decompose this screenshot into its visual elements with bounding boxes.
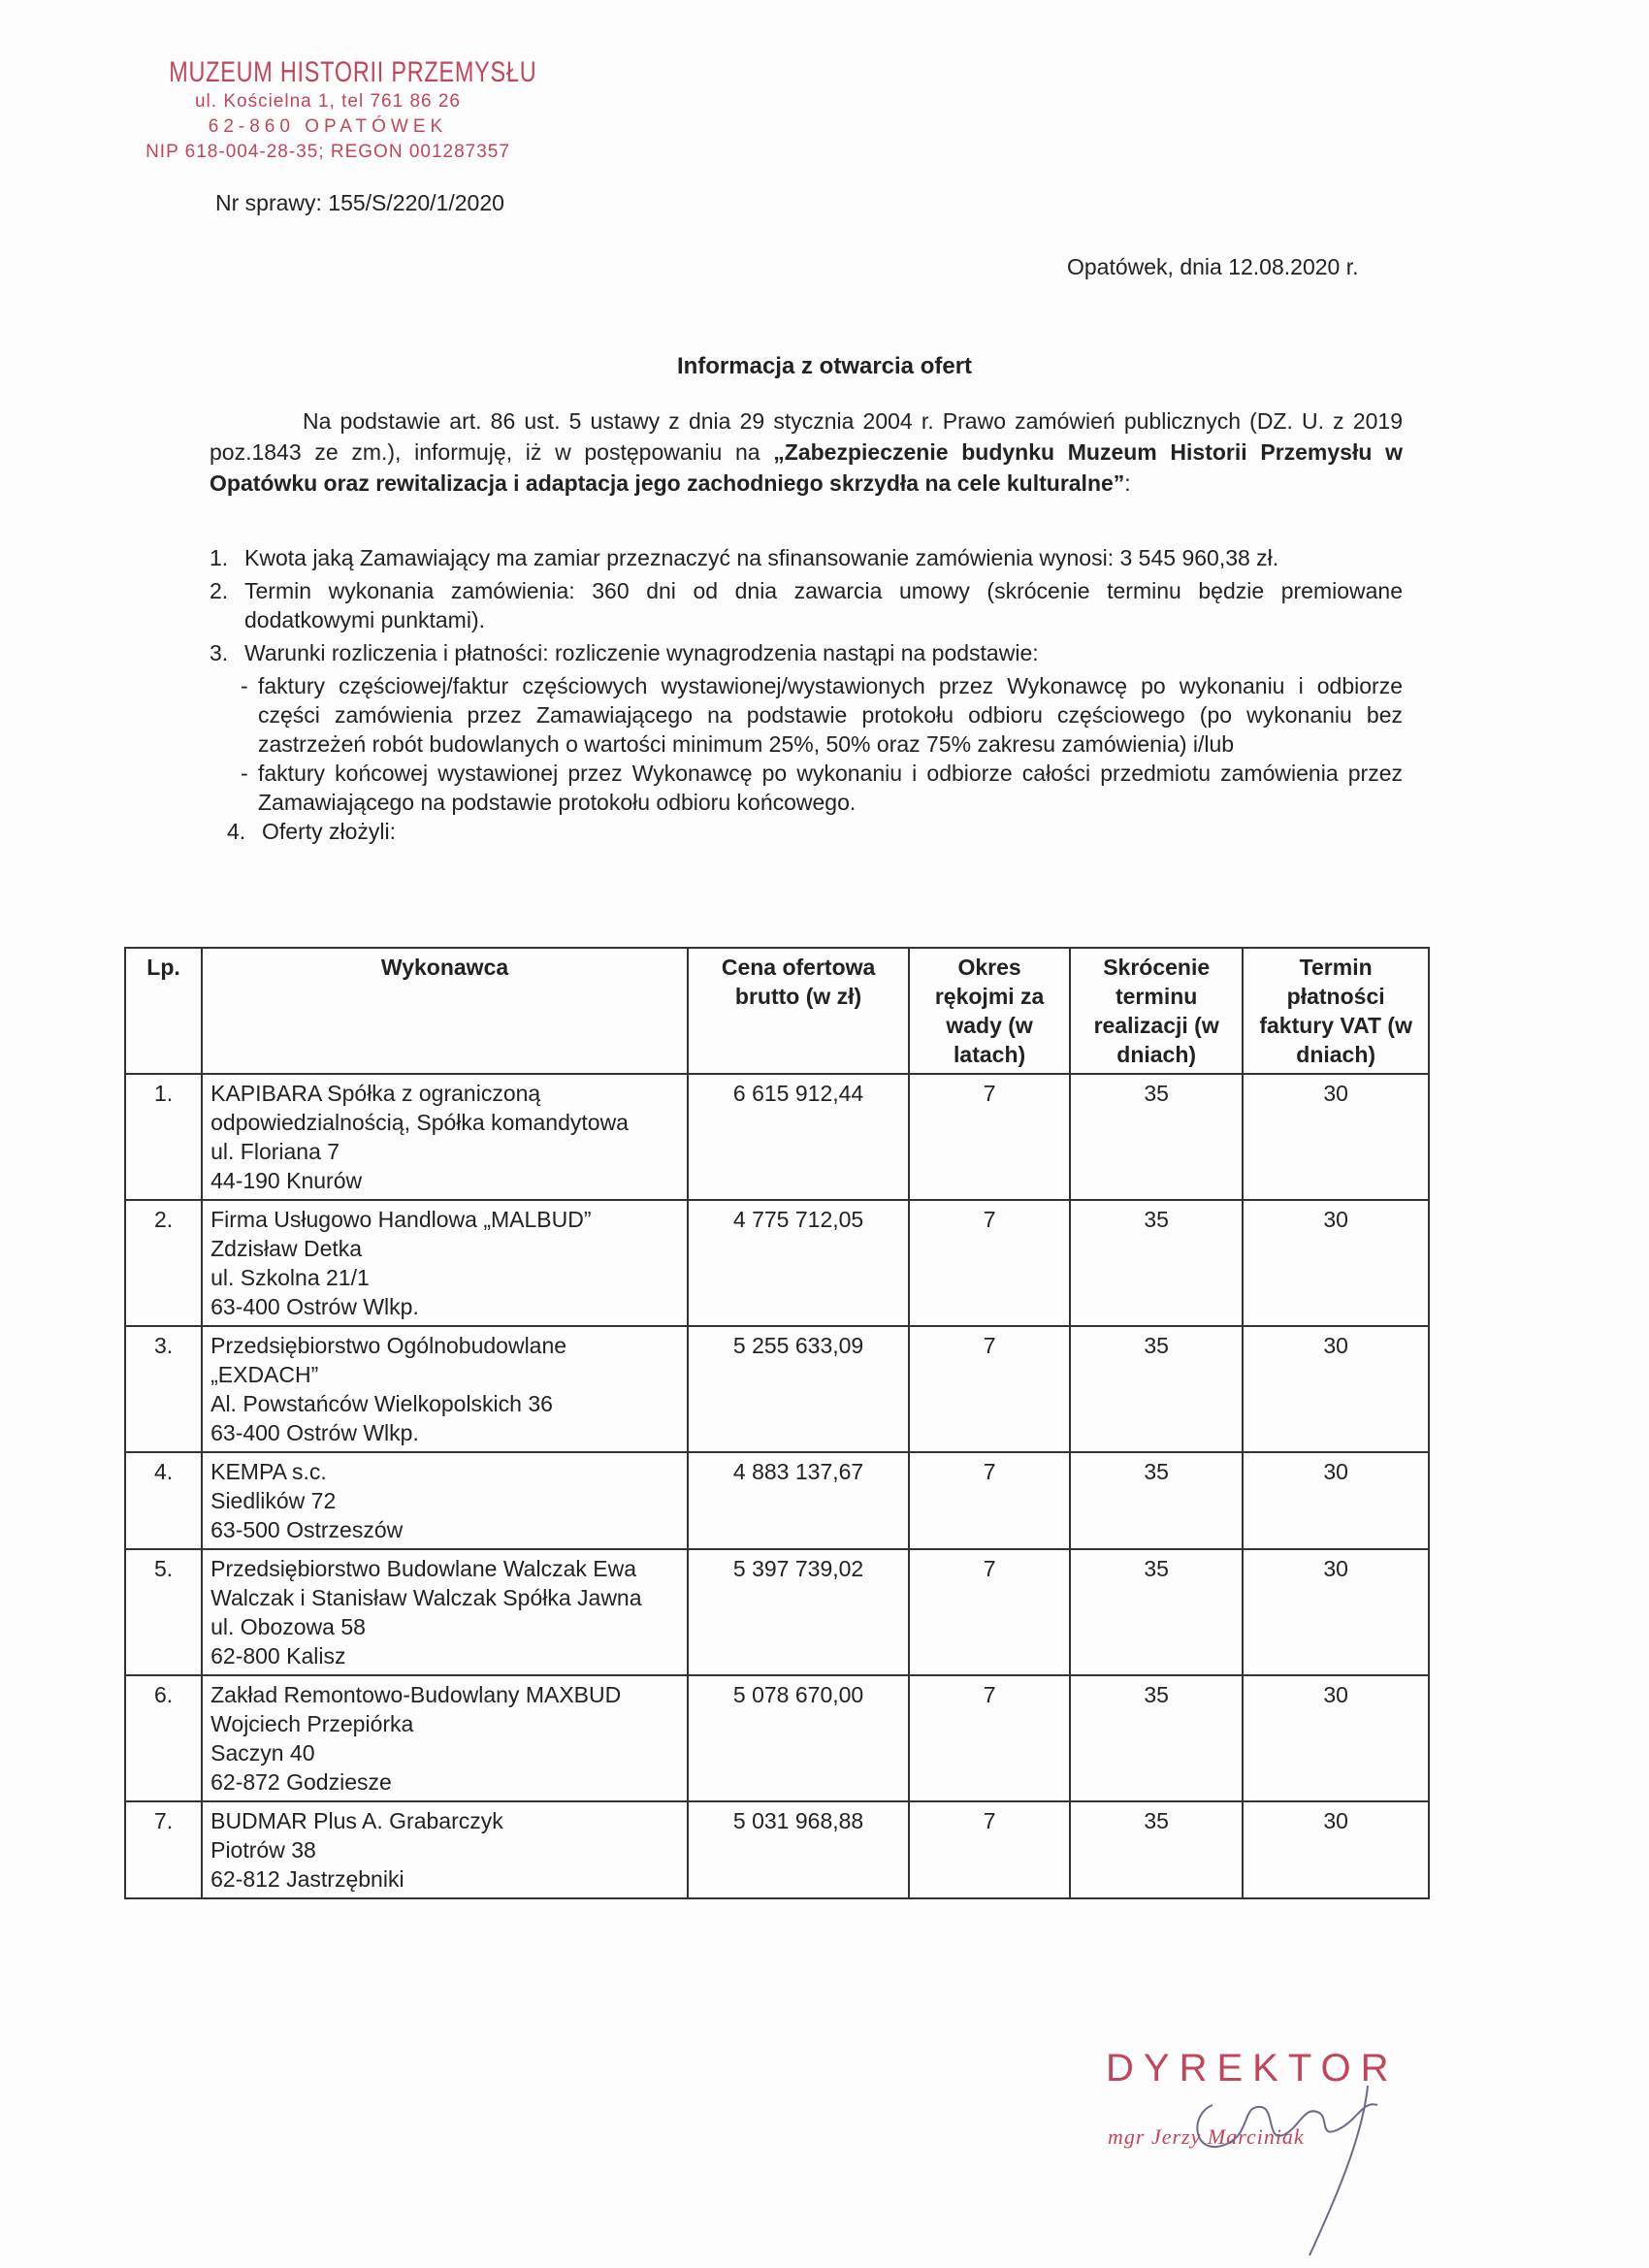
director-title: DYREKTOR xyxy=(1106,2047,1399,2090)
cell-rekojmia: 7 xyxy=(909,1200,1070,1326)
intro-paragraph xyxy=(210,405,1403,499)
header-rekojmia: Okres rękojmi za wady (w latach) xyxy=(909,948,1070,1074)
case-number: Nr sprawy: 155/S/220/1/2020 xyxy=(215,190,504,215)
list-item-number: 1. xyxy=(210,545,229,570)
cell-lp: 2. xyxy=(125,1200,202,1326)
payment-term-text: faktury częściowej/faktur częściowych wystawionej/wystawionych przez Wykonawcę po wykonaniu i odbiorze części zamówienia przez Zamawiającego na podstawie protokołu odbioru częściowego (po wykonaniu bez zastrzeżeń robót budowlanych o wartości minimum 25%, 50% oraz 75% zakresu zamówienia) i/lub xyxy=(258,673,1403,757)
cell-skrocenie: 35 xyxy=(1070,1200,1243,1326)
date-line: Opatówek, dnia 12.08.2020 r. xyxy=(1067,254,1359,279)
cell-cena: 5 078 670,00 xyxy=(688,1675,909,1801)
cell-skrocenie: 35 xyxy=(1070,1801,1243,1898)
table-row xyxy=(125,1074,1429,1200)
cell-lp: 4. xyxy=(125,1452,202,1549)
cell-wykonawca: Przedsiębiorstwo Budowlane Walczak Ewa Walczak i Stanisław Walczak Spółka Jawna ul. Obozowa 58 62-800 Kalisz xyxy=(202,1549,688,1675)
table-row xyxy=(125,1326,1429,1452)
list-item-text: Termin wykonania zamówienia: 360 dni od dnia zawarcia umowy (skrócenie terminu będzie premiowane dodatkowymi punktami). xyxy=(244,578,1403,632)
intro-text: Na podstawie art. 86 ust. 5 ustawy z dnia 29 stycznia 2004 r. Prawo zamówień publicznych (DZ. U. z 2019 poz.1843 ze zm.), informuję, iż w postępowaniu na xyxy=(210,408,1403,465)
cell-wykonawca: BUDMAR Plus A. Grabarczyk Piotrów 38 62-812 Jastrzębniki xyxy=(202,1801,688,1898)
cell-wykonawca: KEMPA s.c. Siedlików 72 63-500 Ostrzeszów xyxy=(202,1452,688,1549)
intro-colon: : xyxy=(1124,470,1131,496)
list-item-number: 3. xyxy=(210,640,229,665)
letterhead-stamp xyxy=(124,56,537,165)
cell-cena: 4 883 137,67 xyxy=(688,1452,909,1549)
dash-bullet: - xyxy=(241,673,248,698)
table-row xyxy=(125,1452,1429,1549)
list-item xyxy=(210,638,1403,667)
dash-bullet: - xyxy=(241,761,248,786)
cell-termin: 30 xyxy=(1243,1200,1429,1326)
offers-table xyxy=(124,947,1430,1899)
handwritten-signature xyxy=(1096,2047,1484,2260)
director-stamp xyxy=(1096,2047,1484,2260)
cell-rekojmia: 7 xyxy=(909,1074,1070,1200)
cell-lp: 6. xyxy=(125,1675,202,1801)
cell-rekojmia: 7 xyxy=(909,1326,1070,1452)
cell-wykonawca: Zakład Remontowo-Budowlany MAXBUD Wojciech Przepiórka Saczyn 40 62-872 Godziesze xyxy=(202,1675,688,1801)
table-row xyxy=(125,1200,1429,1326)
cell-rekojmia: 7 xyxy=(909,1549,1070,1675)
table-header-row xyxy=(125,948,1429,1074)
cell-skrocenie: 35 xyxy=(1070,1549,1243,1675)
institution-name: MUZEUM HISTORII PRZEMYSŁU xyxy=(169,56,537,88)
header-termin: Termin płatności faktury VAT (w dniach) xyxy=(1243,948,1429,1074)
institution-ids: NIP 618-004-28-35; REGON 001287357 xyxy=(146,142,510,162)
header-lp: Lp. xyxy=(125,948,202,1074)
cell-wykonawca: KAPIBARA Spółka z ograniczoną odpowiedzialnością, Spółka komandytowa ul. Floriana 7 44-190 Knurów xyxy=(202,1074,688,1200)
list-item-text: Kwota jaką Zamawiający ma zamiar przeznaczyć na sfinansowanie zamówienia wynosi: 3 545 960,38 zł. xyxy=(244,545,1279,570)
cell-rekojmia: 7 xyxy=(909,1675,1070,1801)
institution-address: ul. Kościelna 1, tel 761 86 26 xyxy=(194,91,461,112)
cell-wykonawca: Firma Usługowo Handlowa „MALBUD” Zdzisław Detka ul. Szkolna 21/1 63-400 Ostrów Wlkp. xyxy=(202,1200,688,1326)
cell-skrocenie: 35 xyxy=(1070,1074,1243,1200)
header-wykonawca: Wykonawca xyxy=(202,948,688,1074)
cell-lp: 3. xyxy=(125,1326,202,1452)
payment-term xyxy=(241,759,1403,817)
cell-rekojmia: 7 xyxy=(909,1801,1070,1898)
points-list xyxy=(210,543,1403,850)
payment-term-text: faktury końcowej wystawionej przez Wykonawcę po wykonaniu i odbiorze całości przedmiotu zamówienia przez Zamawiającego na podstawie protokołu odbioru końcowego. xyxy=(258,761,1403,815)
list-item-text: Oferty złożyli: xyxy=(262,819,397,844)
cell-skrocenie: 35 xyxy=(1070,1452,1243,1549)
cell-cena: 4 775 712,05 xyxy=(688,1200,909,1326)
cell-lp: 5. xyxy=(125,1549,202,1675)
cell-lp: 7. xyxy=(125,1801,202,1898)
list-item xyxy=(227,817,1403,846)
cell-termin: 30 xyxy=(1243,1675,1429,1801)
cell-skrocenie: 35 xyxy=(1070,1326,1243,1452)
table-row xyxy=(125,1675,1429,1801)
cell-termin: 30 xyxy=(1243,1452,1429,1549)
payment-term xyxy=(241,671,1403,759)
list-item-number: 2. xyxy=(210,578,229,603)
cell-wykonawca: Przedsiębiorstwo Ogólnobudowlane „EXDACH” Al. Powstańców Wielkopolskich 36 63-400 Ostrów Wlkp. xyxy=(202,1326,688,1452)
table-row xyxy=(125,1801,1429,1898)
cell-cena: 5 031 968,88 xyxy=(688,1801,909,1898)
director-name: mgr Jerzy Marciniak xyxy=(1108,2124,1305,2149)
list-item-text: Warunki rozliczenia i płatności: rozliczenie wynagrodzenia nastąpi na podstawie: xyxy=(244,640,1039,665)
table-row xyxy=(125,1549,1429,1675)
document-title: Informacja z otwarcia ofert xyxy=(676,353,973,379)
institution-city: 62-860 OPATÓWEK xyxy=(208,116,448,137)
cell-cena: 6 615 912,44 xyxy=(688,1074,909,1200)
procurement-subject: „Zabezpieczenie budynku Muzeum Historii Przemysłu w Opatówku oraz rewitalizacja i adaptacja jego zachodniego skrzydła na cele kulturalne” xyxy=(210,439,1403,496)
cell-skrocenie: 35 xyxy=(1070,1675,1243,1801)
list-item xyxy=(210,543,1403,572)
cell-cena: 5 255 633,09 xyxy=(688,1326,909,1452)
cell-lp: 1. xyxy=(125,1074,202,1200)
cell-termin: 30 xyxy=(1243,1074,1429,1200)
cell-cena: 5 397 739,02 xyxy=(688,1549,909,1675)
cell-termin: 30 xyxy=(1243,1326,1429,1452)
cell-termin: 30 xyxy=(1243,1801,1429,1898)
cell-termin: 30 xyxy=(1243,1549,1429,1675)
list-item-number: 4. xyxy=(227,819,246,844)
cell-rekojmia: 7 xyxy=(909,1452,1070,1549)
header-skrocenie: Skrócenie terminu realizacji (w dniach) xyxy=(1070,948,1243,1074)
header-cena: Cena ofertowa brutto (w zł) xyxy=(688,948,909,1074)
list-item xyxy=(210,576,1403,634)
